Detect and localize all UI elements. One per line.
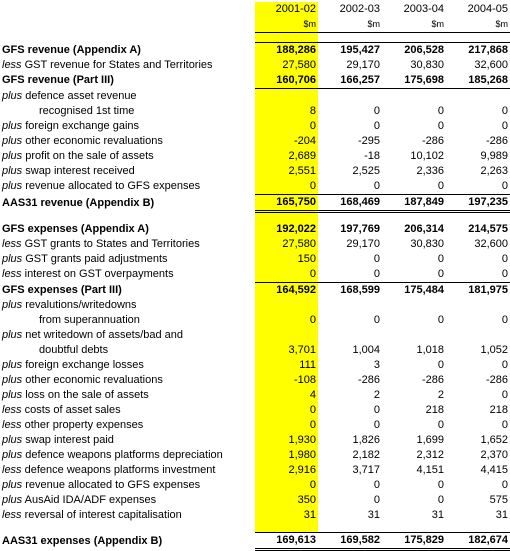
row-prefix: plus	[2, 374, 23, 386]
row-label	[0, 343, 255, 358]
row-label	[0, 195, 255, 212]
row-label	[0, 164, 255, 179]
value-cell: 111	[299, 359, 316, 371]
value-cell: 4	[309, 389, 316, 401]
row-label	[0, 58, 255, 73]
row-label-text: GST grants to States and Territories	[24, 238, 200, 250]
value-cell: 0	[501, 314, 508, 326]
value-cell: 0	[437, 479, 444, 491]
value-cell: 175,484	[404, 284, 444, 296]
row-label	[0, 119, 255, 134]
value-cell: 29,170	[346, 238, 380, 250]
value-cell	[255, 328, 318, 343]
row-label-text: revenue allocated to GFS expenses	[25, 180, 201, 193]
value-cell: 31	[303, 509, 316, 521]
value-cell: 0	[437, 314, 444, 326]
value-cell: 0	[446, 179, 510, 195]
value-cell: 27,580	[282, 59, 316, 71]
value-cell: 1,699	[416, 434, 444, 446]
value-cell: 31	[495, 509, 508, 521]
table-row	[0, 403, 510, 418]
value-cell: -286	[485, 374, 508, 386]
row-label-text: other economic revaluations	[25, 374, 163, 386]
value-cell: 0	[437, 359, 444, 371]
row-label	[0, 298, 255, 313]
value-cell: 30,830	[410, 59, 444, 71]
column-header-2004-05: 2004-05	[467, 3, 508, 15]
table-row	[0, 149, 510, 164]
value-cell: 0	[309, 479, 316, 491]
value-cell: 0	[446, 267, 510, 283]
spacer-cell	[0, 523, 255, 533]
value-cell: 188,286	[255, 43, 318, 59]
value-cell: 0	[373, 494, 380, 506]
table-row	[0, 463, 510, 478]
value-cell: 0	[437, 120, 444, 132]
table-row	[0, 43, 510, 59]
table-row	[0, 448, 510, 463]
row-prefix: plus	[2, 89, 23, 102]
table-row	[0, 283, 510, 299]
row-label-text: GFS expenses (Part III)	[2, 283, 122, 296]
row-prefix: plus	[2, 253, 23, 265]
row-label-text: swap interest paid	[25, 434, 114, 446]
value-cell: 0	[373, 314, 380, 326]
table-row	[0, 58, 510, 73]
spacer-cell	[255, 212, 318, 223]
value-cell: 169,613	[255, 533, 318, 550]
unit-label: $m	[318, 17, 382, 33]
value-cell	[382, 328, 446, 343]
value-cell: 160,706	[255, 73, 318, 89]
value-cell: 0	[501, 359, 508, 371]
value-cell: -295	[357, 135, 380, 147]
value-cell: 2,336	[416, 165, 444, 177]
table-row	[0, 298, 510, 313]
table-row	[0, 508, 510, 523]
value-cell: 206,528	[382, 43, 446, 59]
value-cell	[382, 298, 446, 313]
row-label-text: reversal of interest capitalisation	[24, 509, 182, 521]
row-label-text: interest on GST overpayments	[24, 268, 174, 281]
row-label-text: AusAid IDA/ADF expenses	[24, 494, 157, 506]
value-cell: 0	[318, 179, 382, 195]
value-cell	[318, 298, 382, 313]
row-label	[0, 388, 255, 403]
row-label	[0, 134, 255, 149]
row-prefix: plus	[2, 494, 23, 506]
value-cell: 182,674	[446, 533, 510, 550]
row-label	[0, 418, 255, 433]
value-cell: 2,263	[480, 165, 508, 177]
value-cell: 0	[437, 253, 444, 265]
table-row	[0, 119, 510, 134]
value-cell: -108	[293, 374, 316, 386]
value-cell: 575	[489, 494, 508, 506]
table-row	[0, 73, 510, 89]
row-prefix: plus	[2, 180, 23, 193]
table-row	[0, 533, 510, 550]
row-prefix: plus	[2, 120, 23, 132]
spacer-cell	[255, 523, 318, 533]
column-header-2002-03: 2002-03	[339, 3, 380, 15]
row-label-text: other property expenses	[24, 419, 144, 431]
value-cell: 217,868	[446, 43, 510, 59]
reconciliation-table	[0, 2, 510, 551]
row-label	[0, 149, 255, 164]
row-label-text: GFS expenses (Appendix A)	[2, 223, 149, 235]
row-prefix: plus	[2, 165, 23, 177]
value-cell: 3	[373, 359, 380, 371]
value-cell: 3,701	[288, 344, 316, 356]
spacer-cell	[318, 523, 382, 533]
value-cell: 165,750	[255, 195, 318, 212]
unit-label: $m	[382, 17, 446, 33]
value-cell: 192,022	[276, 223, 316, 235]
row-label-text: AAS31 expenses (Appendix B)	[2, 534, 163, 547]
row-label-text: net writedown of assets/bad and	[25, 329, 184, 341]
row-label	[0, 179, 255, 195]
value-cell: -286	[421, 135, 444, 147]
value-cell: 0	[382, 267, 446, 283]
header-blank	[0, 2, 255, 17]
row-label	[0, 463, 255, 478]
value-cell	[446, 89, 510, 105]
row-label	[0, 358, 255, 373]
row-label-text: from superannuation	[39, 314, 140, 326]
value-cell: 185,268	[446, 73, 510, 89]
value-cell: 1,018	[416, 344, 444, 356]
spacer-cell	[382, 212, 446, 223]
value-cell: 150	[297, 253, 316, 265]
spacer-cell	[255, 33, 318, 43]
value-cell: 166,257	[318, 73, 382, 89]
value-cell: 0	[309, 314, 316, 326]
row-label-text: defence asset revenue	[25, 89, 137, 102]
value-cell: 4,151	[416, 464, 444, 476]
row-label	[0, 89, 255, 105]
table-row	[0, 388, 510, 403]
value-cell: 2,370	[480, 449, 508, 461]
value-cell: 195,427	[318, 43, 382, 59]
value-cell	[255, 89, 318, 105]
row-prefix: plus	[2, 135, 23, 147]
value-cell: 0	[437, 105, 444, 117]
value-cell: 1,826	[352, 434, 380, 446]
row-prefix: less	[2, 419, 22, 431]
spacer-cell	[446, 523, 510, 533]
row-label	[0, 313, 255, 328]
value-cell: 168,599	[340, 284, 380, 296]
unit-label: $m	[446, 17, 510, 33]
spacer-cell	[446, 212, 510, 223]
value-cell: 31	[367, 509, 380, 521]
value-cell: 0	[501, 253, 508, 265]
value-cell: 0	[373, 253, 380, 265]
table-row	[0, 433, 510, 448]
unit-blank	[0, 17, 255, 33]
row-label-text: GFS revenue (Part III)	[2, 74, 114, 87]
table-row	[0, 104, 510, 119]
row-label-text: revalutions/writedowns	[25, 299, 137, 311]
value-cell: 9,989	[480, 150, 508, 162]
value-cell: -18	[364, 150, 380, 162]
row-label	[0, 43, 255, 59]
row-label-text: defence weapons platforms depreciation	[25, 449, 223, 461]
value-cell: 32,600	[474, 238, 508, 250]
value-cell: 0	[309, 120, 316, 132]
value-cell	[382, 89, 446, 105]
value-cell: 0	[255, 267, 318, 283]
value-cell: 32,600	[474, 59, 508, 71]
row-label-text: loss on the sale of assets	[25, 389, 149, 401]
row-label	[0, 448, 255, 463]
row-prefix: plus	[2, 389, 23, 401]
value-cell: 31	[431, 509, 444, 521]
unit-label: $m	[255, 17, 318, 33]
value-cell	[446, 298, 510, 313]
value-cell: 3,717	[352, 464, 380, 476]
table-row	[0, 358, 510, 373]
table-row	[0, 418, 510, 433]
value-cell: 169,582	[318, 533, 382, 550]
spacer-cell	[318, 33, 382, 43]
value-cell	[255, 298, 318, 313]
value-cell: 1,052	[480, 344, 508, 356]
value-cell: 0	[373, 120, 380, 132]
row-label-text: revenue allocated to GFS expenses	[25, 479, 201, 491]
value-cell: 197,235	[446, 195, 510, 212]
value-cell: 2,916	[288, 464, 316, 476]
row-label	[0, 73, 255, 89]
value-cell: -286	[485, 135, 508, 147]
value-cell: -204	[293, 135, 316, 147]
value-cell: 214,575	[468, 223, 508, 235]
value-cell: 0	[501, 105, 508, 117]
value-cell: 27,580	[282, 238, 316, 250]
value-cell: 1,652	[480, 434, 508, 446]
row-prefix: plus	[2, 434, 23, 446]
value-cell: 1,930	[288, 434, 316, 446]
value-cell: 168,469	[318, 195, 382, 212]
value-cell: 187,849	[382, 195, 446, 212]
value-cell: 175,698	[382, 73, 446, 89]
spacer-cell	[0, 33, 255, 43]
row-label	[0, 237, 255, 252]
row-label-text: foreign exchange losses	[25, 359, 144, 371]
value-cell: 0	[373, 419, 380, 431]
spacer-cell	[382, 33, 446, 43]
table-row	[0, 252, 510, 267]
row-label-text: swap interest received	[25, 165, 135, 177]
table-row	[0, 493, 510, 508]
value-cell: 350	[297, 494, 316, 506]
row-prefix: less	[2, 268, 22, 281]
value-cell: 164,592	[276, 284, 316, 296]
value-cell: 4,415	[480, 464, 508, 476]
value-cell: 2,312	[416, 449, 444, 461]
row-label-text: recognised 1st time	[39, 105, 135, 117]
row-label	[0, 403, 255, 418]
row-label-text: GST revenue for States and Territories	[24, 59, 213, 71]
row-label	[0, 508, 255, 523]
value-cell: 197,769	[340, 223, 380, 235]
row-label	[0, 478, 255, 493]
table-row	[0, 237, 510, 252]
row-label	[0, 533, 255, 550]
table-row	[0, 222, 510, 237]
row-label-text: GFS revenue (Appendix A)	[2, 43, 141, 56]
row-prefix: plus	[2, 299, 23, 311]
row-label-text: other economic revaluations	[25, 135, 163, 147]
table-row	[0, 179, 510, 195]
row-label	[0, 433, 255, 448]
value-cell: 0	[437, 494, 444, 506]
table-row	[0, 164, 510, 179]
row-prefix: less	[2, 509, 22, 521]
row-prefix: less	[2, 404, 22, 416]
value-cell: 2	[373, 389, 380, 401]
row-prefix: plus	[2, 359, 23, 371]
row-label-text: profit on the sale of assets	[25, 150, 154, 162]
value-cell: 0	[373, 479, 380, 491]
value-cell: 2,182	[352, 449, 380, 461]
value-cell: -286	[357, 374, 380, 386]
row-prefix: less	[2, 238, 22, 250]
value-cell: 175,829	[382, 533, 446, 550]
row-label-text: costs of asset sales	[24, 404, 121, 416]
row-label	[0, 104, 255, 119]
row-label-text: defence weapons platforms investment	[24, 464, 216, 476]
row-prefix: plus	[2, 150, 23, 162]
value-cell: 30,830	[410, 238, 444, 250]
value-cell: 8	[309, 105, 316, 117]
row-prefix: less	[2, 464, 22, 476]
row-prefix: plus	[2, 449, 23, 461]
value-cell: 0	[373, 105, 380, 117]
table-row	[0, 313, 510, 328]
spacer-cell	[0, 212, 255, 223]
value-cell: -286	[421, 374, 444, 386]
table-row	[0, 373, 510, 388]
value-cell: 1,980	[288, 449, 316, 461]
value-cell: 2	[437, 389, 444, 401]
value-cell	[446, 328, 510, 343]
row-label-text: doubtful debts	[39, 344, 109, 356]
value-cell: 181,975	[468, 284, 508, 296]
table-row	[0, 134, 510, 149]
value-cell: 0	[501, 479, 508, 491]
row-label-text: foreign exchange gains	[25, 120, 139, 132]
value-cell	[318, 328, 382, 343]
value-cell: 29,170	[346, 59, 380, 71]
row-prefix: plus	[2, 329, 23, 341]
value-cell: 0	[309, 404, 316, 416]
row-label-text: AAS31 revenue (Appendix B)	[2, 196, 155, 209]
value-cell: 0	[255, 179, 318, 195]
value-cell: 218	[425, 404, 444, 416]
spacer-cell	[446, 33, 510, 43]
row-prefix: plus	[2, 479, 23, 491]
row-label-text: GST grants paid adjustments	[25, 253, 168, 265]
table-row	[0, 478, 510, 493]
table-row	[0, 343, 510, 358]
spacer-cell	[318, 212, 382, 223]
column-header-2001-02: 2001-02	[275, 3, 316, 15]
row-prefix: less	[2, 59, 22, 71]
value-cell: 0	[437, 419, 444, 431]
value-cell: 0	[501, 120, 508, 132]
row-label	[0, 493, 255, 508]
value-cell: 2,525	[352, 165, 380, 177]
value-cell: 0	[382, 179, 446, 195]
value-cell: 0	[309, 419, 316, 431]
table-row	[0, 267, 510, 283]
value-cell: 0	[318, 267, 382, 283]
table-row	[0, 328, 510, 343]
value-cell: 0	[501, 389, 508, 401]
row-label	[0, 328, 255, 343]
value-cell: 1,004	[352, 344, 380, 356]
value-cell: 218	[489, 404, 508, 416]
value-cell: 10,102	[410, 150, 444, 162]
value-cell	[318, 89, 382, 105]
row-label	[0, 373, 255, 388]
value-cell: 2,689	[288, 150, 316, 162]
row-label	[0, 283, 255, 299]
table-row	[0, 195, 510, 212]
row-label	[0, 222, 255, 237]
table-row	[0, 89, 510, 105]
row-label	[0, 252, 255, 267]
value-cell: 0	[501, 419, 508, 431]
value-cell: 206,314	[404, 223, 444, 235]
row-label	[0, 267, 255, 283]
value-cell: 2,551	[288, 165, 316, 177]
column-header-2003-04: 2003-04	[403, 3, 444, 15]
spacer-cell	[382, 523, 446, 533]
value-cell: 0	[373, 404, 380, 416]
